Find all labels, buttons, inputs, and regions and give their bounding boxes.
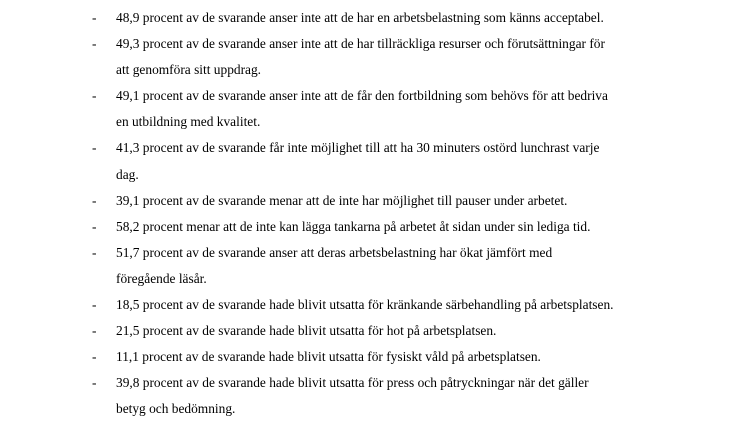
bullet-marker: -	[92, 10, 97, 25]
list-item-line: 21,5 procent av de svarande hade blivit utsatta för hot på arbetsplatsen.	[116, 323, 497, 339]
bullet-marker: -	[92, 88, 97, 104]
list-item-line: 49,3 procent av de svarande anser inte att de har tillräckliga resurser och förutsättningar för	[116, 36, 605, 52]
list-item	[0, 292, 746, 318]
list-item	[0, 214, 746, 240]
list-item	[0, 240, 746, 292]
list-item	[0, 83, 746, 135]
list-item	[0, 370, 746, 422]
bullet-marker: -	[92, 36, 97, 52]
list-item-line: 39,8 procent av de svarande hade blivit utsatta för press och påtryckningar när det gäller	[116, 375, 589, 391]
list-item-line: betyg och bedömning.	[116, 401, 236, 417]
list-item-line: 18,5 procent av de svarande hade blivit utsatta för kränkande särbehandling på arbetsplatsen.	[116, 297, 614, 313]
list-item-text	[116, 135, 682, 187]
list-item-line: 51,7 procent av de svarande anser att deras arbetsbelastning har ökat jämfört med	[116, 244, 553, 260]
list-item-line: 48,9 procent av de svarande anser inte att de har en arbetsbelastning som känns acceptabel.	[116, 10, 604, 25]
list-item-line: dag.	[116, 166, 139, 182]
list-item-line: att genomföra sitt uppdrag.	[116, 62, 262, 78]
list-item	[0, 318, 746, 344]
list-item-text	[116, 5, 682, 31]
list-item-text	[116, 344, 682, 370]
list-item-line: 49,1 procent av de svarande anser inte att de får den fortbildning som behövs för att bedriva	[116, 88, 608, 104]
list-item	[0, 135, 746, 187]
list-item	[0, 31, 746, 83]
list-item-line: 11,1 procent av de svarande hade blivit utsatta för fysiskt våld på arbetsplatsen.	[116, 349, 541, 365]
bullet-list	[0, 5, 746, 423]
list-item-text	[116, 31, 682, 83]
bullet-marker: -	[92, 323, 97, 339]
list-item	[0, 188, 746, 214]
list-item-text	[116, 292, 682, 318]
list-item-line: föregående läsår.	[116, 270, 207, 286]
bullet-marker: -	[92, 192, 97, 208]
list-item-line: 41,3 procent av de svarande får inte möjlighet till att ha 30 minuters ostörd lunchrast varje	[116, 140, 600, 156]
list-item	[0, 5, 746, 31]
bullet-marker: -	[92, 349, 97, 365]
list-item-text	[116, 318, 682, 344]
bullet-marker: -	[92, 140, 97, 156]
bullet-marker: -	[92, 218, 97, 234]
list-item-line: en utbildning med kvalitet.	[116, 114, 261, 130]
list-item-text	[116, 240, 682, 292]
list-item-text	[116, 370, 682, 422]
list-item	[0, 344, 746, 370]
list-item-line: 58,2 procent menar att de inte kan lägga tankarna på arbetet åt sidan under sin lediga tid.	[116, 218, 591, 234]
bullet-marker: -	[92, 244, 97, 260]
list-item-text	[116, 214, 682, 240]
list-item-line: 39,1 procent av de svarande menar att de inte har möjlighet till pauser under arbetet.	[116, 192, 568, 208]
list-item-text	[116, 188, 682, 214]
list-item-text	[116, 83, 682, 135]
bullet-marker: -	[92, 297, 97, 313]
bullet-marker: -	[92, 375, 97, 391]
